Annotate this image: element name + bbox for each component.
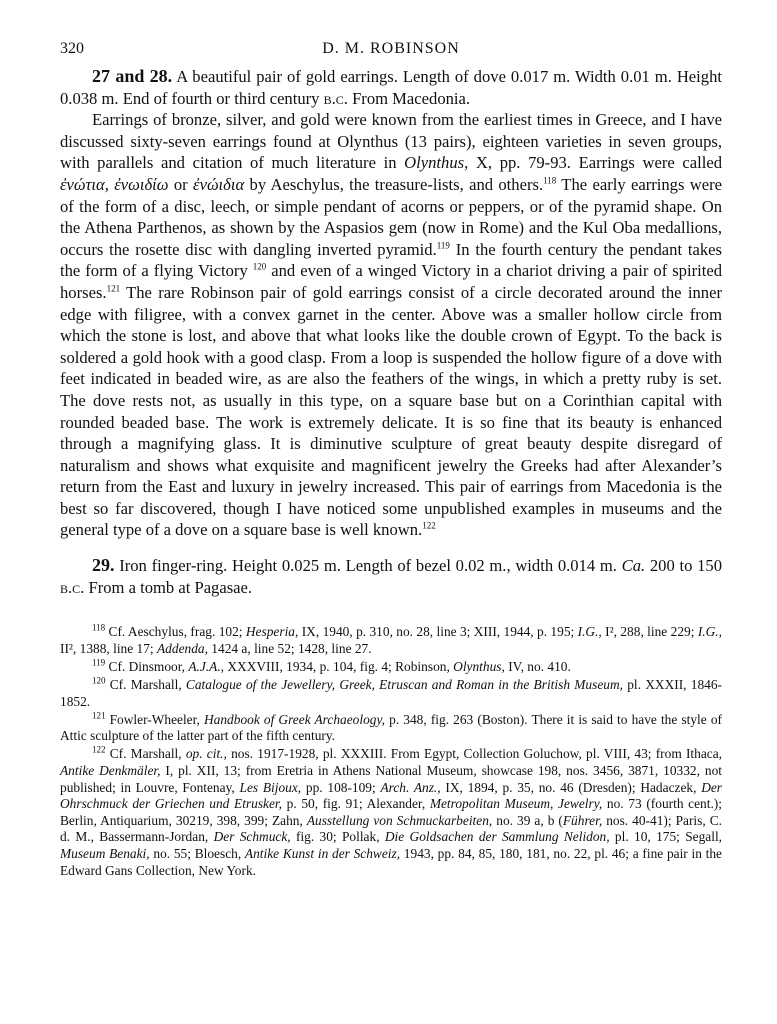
italic-title: Ausstellung von Schmuckarbeiten,: [306, 812, 493, 828]
entry-text: Iron finger-ring. Height 0.025 m. Length of bezel 0.02 m., width 0.014 m.: [114, 556, 622, 576]
text-run: IV, no. 410.: [504, 658, 571, 674]
page-number: 320: [60, 40, 84, 57]
era-abbrev: b.c.: [323, 88, 348, 108]
text-run: The rare Robinson pair of gold earrings consist of a circle decorated around the inner edge with filigree, with a convex garnet in the center. Above was a smaller hollow circle from which the stone is lost, and above that what looks like the double crown of Egypt. To the back is soldered a gold hook with a good clasp. From a loop is suspended the hollow figure of a dove with feet indicated in beaded wire, as are also the feathers of the wings, in which a pretty ruby is set. The dove rests not, as usually in this type, on a square base but on a Corinthian capital with rounded beaded base. The work is extremely delicate. It is so fine that its beauty is enhanced through a magnifying glass. It is diminutive sculpture of great beauty despite disregard of naturalism and shows what exquisite and magnificent jewelry the Greeks had after Alexander’s return from the East and luxury in jewelry increased. This pair of earrings from Macedonia is the best so far discovered, though I have noticed some unpublished examples in museums and the general type of a dove on a square base is well known.: [60, 282, 722, 540]
text-run: IX, 1940, p. 310, no. 28, line 3; XIII, 1944, p. 195;: [298, 624, 578, 640]
italic-title: op. cit.,: [185, 746, 227, 762]
era-abbrev: b.c.: [60, 577, 85, 597]
italic-title: Catalogue of the Jewellery, Greek, Etruscan and Roman in the British Museum,: [185, 677, 623, 693]
italic-title: Die Goldsachen der Sammlung Nelidon,: [384, 829, 610, 845]
text-run: fig. 30; Pollak,: [290, 829, 385, 845]
footnote-ref-118[interactable]: 118: [543, 175, 557, 186]
italic-title: Olynthus,: [404, 153, 469, 173]
text-run: pl. XXXII, 1846-1852.: [60, 677, 722, 709]
italic-title: Antike Kunst in der Schweiz,: [244, 845, 401, 861]
text-run: or: [168, 174, 194, 194]
text-run: IX, 1894, p. 35, no. 46 (Dresden); Hadaczek,: [440, 779, 702, 795]
text-run: no. 39 a, b (: [492, 812, 563, 828]
italic-title: Handbook of Greek Archaeology,: [204, 711, 386, 727]
italic-title: Metropolitan Museum, Jewelry,: [429, 796, 603, 812]
entry-text: A beautiful pair of gold earrings. Length of dove 0.017 m. Width 0.01 m. Height 0.038 m. End of fourth or third century: [60, 67, 722, 108]
entry-text: 200 to 150: [645, 556, 723, 576]
footnote-number: 120: [92, 675, 106, 686]
italic-title: Les Bijoux,: [239, 779, 302, 795]
italic-title: Führer,: [562, 812, 603, 828]
footnote-ref-119[interactable]: 119: [436, 240, 450, 251]
entry-text: From a tomb at Pagasae.: [84, 577, 253, 597]
circa-abbrev: Ca.: [621, 556, 646, 576]
text-run: by Aeschylus, the treasure-lists, and others.: [244, 174, 544, 194]
footnote-118: [60, 624, 722, 657]
text-run: no. 73 (fourth cent.); Berlin, Antiquarium, 30219, 398, 399; Zahn,: [60, 796, 722, 828]
text-run: nos. 1917-1928, pl. XXXIII. From Egypt, Collection Goluchow, pl. VIII, 43; from Ithaca,: [226, 746, 723, 762]
running-title: D. M. ROBINSON: [322, 40, 460, 57]
italic-title: Addenda,: [157, 640, 208, 656]
page: [60, 40, 722, 881]
text-run: XXXVIII, 1934, p. 104, fig. 4; Robinson,: [224, 658, 454, 674]
text-run: p. 50, fig. 91; Alexander,: [282, 796, 430, 812]
text-run: Cf. Marshall,: [105, 677, 186, 693]
text-run: no. 55; Bloesch,: [149, 845, 245, 861]
text-run: and even of a winged Victory in a chariot driving a pair of spirited horses.: [60, 261, 722, 302]
page-header: [60, 40, 722, 66]
entry-text: From Macedonia.: [347, 88, 471, 108]
text-run: pl. 10, 175; Segall,: [609, 829, 723, 845]
footnote-number: 121: [92, 710, 106, 721]
text-run: Cf. Aeschylus, frag. 102;: [105, 624, 246, 640]
text-run: In the fourth century the pendant takes the form of a flying Victory: [60, 239, 723, 281]
footnote-121: [60, 712, 722, 745]
footnotes: [60, 624, 722, 879]
text-run: Cf. Marshall,: [105, 746, 186, 762]
footnote-number: 119: [92, 657, 106, 668]
italic-title: Der Schmuck,: [213, 829, 291, 845]
italic-title: I.G.,: [577, 624, 602, 640]
italic-title: Hesperia,: [245, 624, 299, 640]
main-text: [60, 66, 722, 598]
entry-27-28: [60, 66, 722, 109]
greek-term: ἐνώιδια: [193, 174, 245, 194]
italic-title: Olynthus,: [453, 658, 505, 674]
footnote-number: 122: [92, 744, 106, 755]
italic-title: Der Ohrschmuck der Griechen und Etrusker,: [60, 779, 723, 812]
text-run: nos. 40-41); Paris, C. d. M., Bassermann-Jordan,: [60, 812, 722, 845]
text-run: I, pl. XII, 13; from Eretria in Athens National Museum, showcase 198, nos. 3456, 3871, 10332, not published; in Louvre, Fontenay,: [60, 763, 723, 795]
entry-29: [60, 555, 722, 598]
footnote-122: [60, 746, 722, 879]
italic-title: Antike Denkmäler,: [60, 763, 161, 778]
text-run: p. 348, fig. 263 (Boston). There it is said to have the style of Attic sculpture of the latter part of the fifth century.: [60, 711, 722, 744]
footnote-ref-122[interactable]: 122: [422, 520, 436, 531]
text-run: 1943, pp. 84, 85, 180, 181, no. 22, pl. 46; a fine pair in the Edward Gans Collection, New York.: [60, 845, 723, 878]
text-run: X, pp. 79-93. Earrings were called: [468, 153, 722, 173]
footnote-number: 118: [92, 622, 106, 633]
italic-title: I.G.,: [697, 624, 722, 640]
text-run: II², 1388, line 17;: [60, 640, 157, 656]
text-run: Fowler-Wheeler,: [105, 711, 204, 727]
discussion-paragraph: [60, 109, 722, 541]
greek-term: ἐνώτια, ἐνωιδίω: [60, 174, 169, 194]
entry-number: 27 and 28.: [92, 66, 173, 86]
text-run: I², 288, line 229;: [601, 624, 698, 640]
italic-title: Arch. Anz.,: [380, 779, 441, 795]
footnote-ref-121[interactable]: 121: [106, 283, 121, 294]
footnote-120: [60, 677, 722, 710]
text-run: Earrings of bronze, silver, and gold were known from the earliest times in Greece, and I have discussed sixty-seven earrings found at Olynthus (13 pairs), eighteen varieties in seven groups, with parallels and citation of much literature in: [60, 110, 722, 173]
italic-title: Museum Benaki,: [60, 845, 150, 861]
text-run: pp. 108-109;: [301, 779, 381, 795]
text-run: 1424 a, line 52; 1428, line 27.: [207, 640, 372, 656]
italic-title: A.J.A.,: [188, 658, 225, 674]
text-run: Cf. Dinsmoor,: [105, 658, 189, 674]
footnote-119: [60, 659, 722, 676]
text-run: The early earrings were of the form of a disc, leech, or simple pendant of acorns or peppers, or of the pyramid shape. On the Athena Parthenos, as shown by the Aspasios gem (now in Rome) and the Kul Oba medallions, occurs the rosette disc with dangling inverted pyramid.: [60, 174, 722, 259]
footnote-ref-120[interactable]: 120: [252, 261, 267, 272]
entry-number: 29.: [92, 555, 115, 576]
